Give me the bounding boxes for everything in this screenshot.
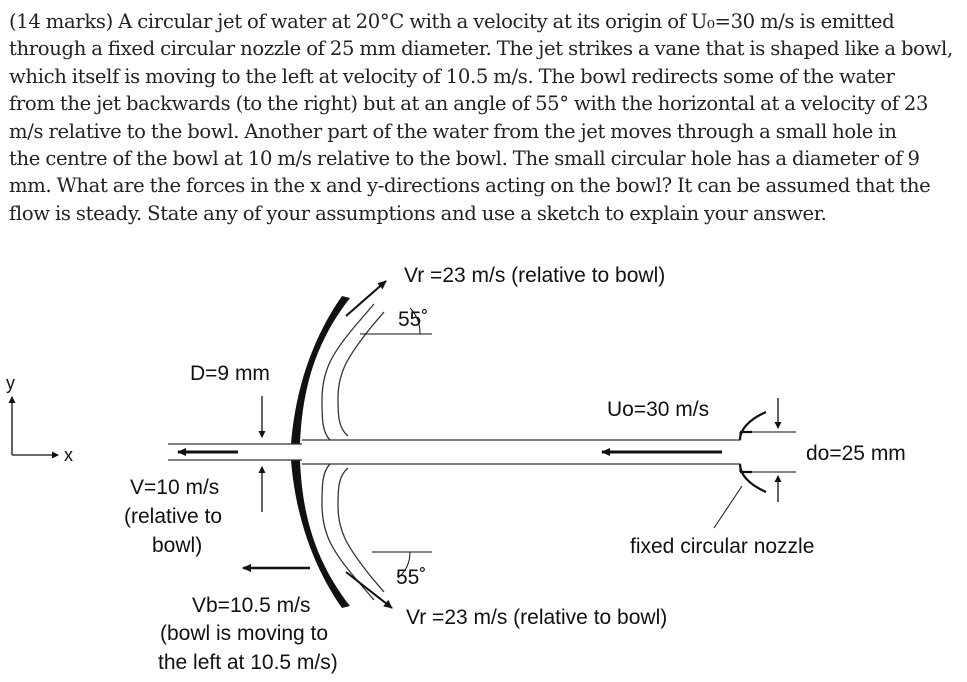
- hole-diameter-label: D=9 mm: [190, 362, 270, 385]
- y-axis-label: y: [6, 373, 15, 393]
- bowl-velocity-label: the left at 10.5 m/s): [158, 651, 338, 674]
- fixed-nozzle: [740, 412, 766, 492]
- vr-bottom-label: Vr =23 m/s (relative to bowl): [406, 606, 668, 629]
- bowl-velocity-label: Vb=10.5 m/s: [192, 594, 311, 617]
- vr-top-arrow: [346, 281, 386, 316]
- nozzle-leader-line: [714, 486, 742, 528]
- bowl-vane-upper: [291, 296, 350, 444]
- problem-line: through a fixed circular nozzle of 25 mm diameter. The jet strikes a vane that is shaped like a bowl,: [9, 37, 953, 61]
- problem-line: m/s relative to the bowl. Another part of the water from the jet moves through a small hole in: [9, 119, 897, 143]
- jet-velocity-label: Uo=30 m/s: [607, 398, 710, 421]
- bowl-velocity-label: (bowl is moving to: [160, 622, 329, 645]
- problem-line: which itself is moving to the left at velocity of 10.5 m/s. The bowl redirects some of the water: [9, 64, 895, 88]
- angle-top-label: 55˚: [398, 308, 429, 331]
- problem-line: mm. What are the forces in the x and y-directions acting on the bowl? It can be assumed that the: [9, 174, 931, 198]
- x-axis-label: x: [64, 445, 73, 465]
- problem-line: the centre of the bowl at 10 m/s relative to the bowl. The small circular hole has a diameter of 9: [9, 147, 920, 171]
- problem-line: (14 marks) A circular jet of water at 20°C with a velocity at its origin of U₀=30 m/s is emitted: [9, 10, 895, 33]
- nozzle-diameter-label: do=25 mm: [806, 442, 906, 465]
- hole-velocity-label: (relative to: [124, 505, 223, 528]
- bowl-vane-lower: [291, 460, 350, 608]
- hole-velocity-label: V=10 m/s: [130, 476, 220, 499]
- problem-line: from the jet backwards (to the right) but at an angle of 55° with the horizontal at a velocity of 23: [9, 92, 929, 116]
- angle-bottom-label: 55˚: [396, 566, 427, 589]
- axes: [6, 373, 73, 465]
- problem-line: flow is steady. State any of your assumptions and use a sketch to explain your answer.: [9, 201, 827, 225]
- nozzle-label: fixed circular nozzle: [630, 535, 815, 558]
- hole-velocity-label: bowl): [152, 534, 203, 557]
- vr-top-label: Vr =23 m/s (relative to bowl): [404, 264, 666, 287]
- vr-bottom-arrow: [346, 572, 392, 608]
